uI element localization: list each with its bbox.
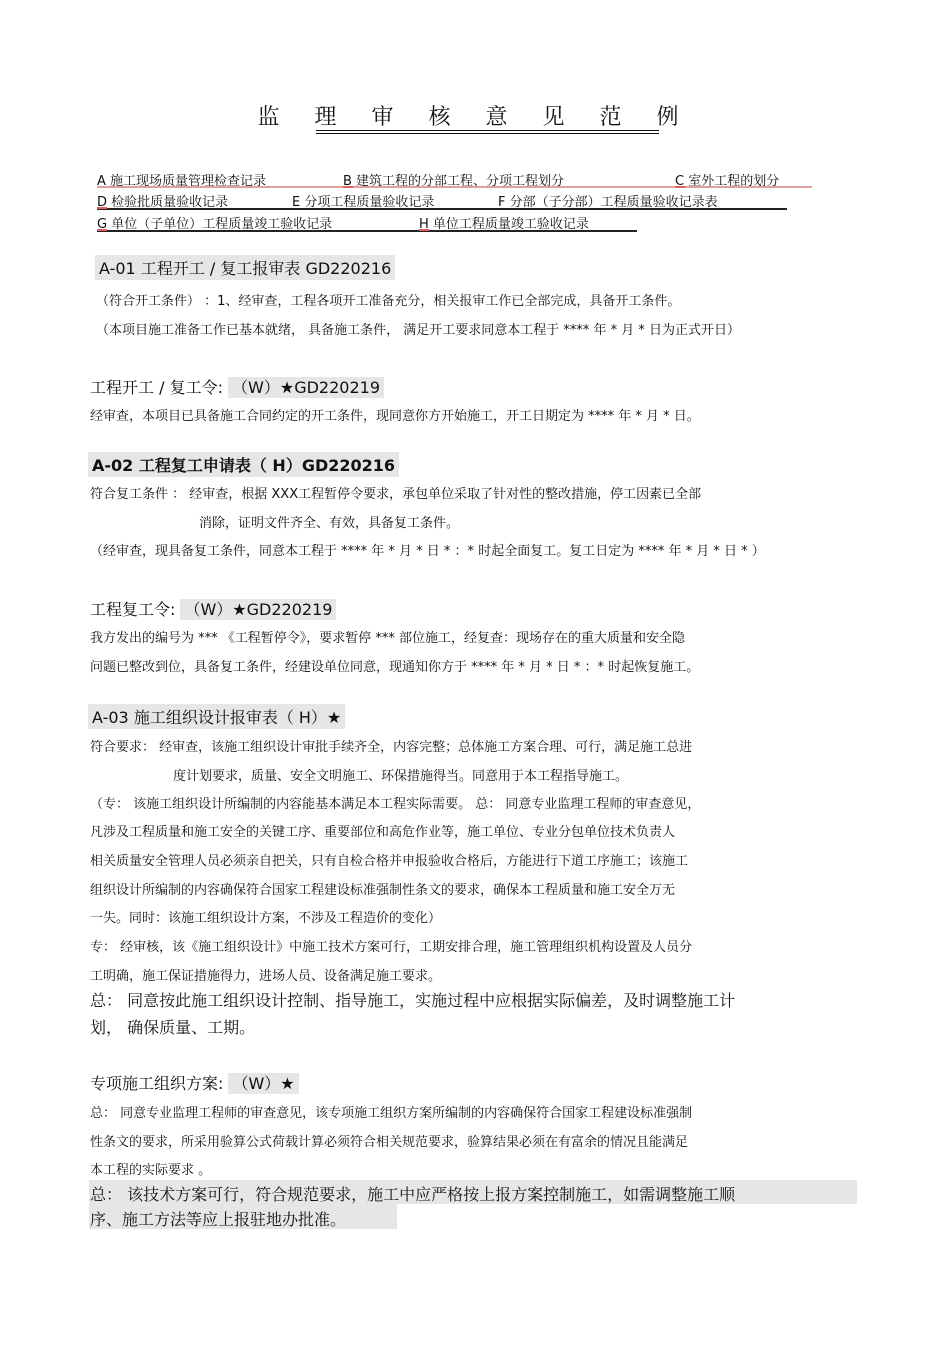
paragraph-line: 度计划要求，质量、安全文明施工、环保措施得当。同意用于本工程指导施工。 [173,769,629,784]
paragraph-line: 相关质量安全管理人员必须亲自把关，只有自检合格并申报验收合格后，方能进行下道工序施工；该施工 [90,854,689,869]
paragraph-line: 符合要求： 经审查，该施工组织设计审批手续齐全，内容完整；总体施工方案合理、可行，满足施工总进 [90,740,693,755]
section-tag: （W）★GD220219 [180,599,336,620]
paragraph-line: 性条文的要求，所采用验算公式荷载计算必须符合相关规范要求，验算结果必须在有富余的情况且能满足 [90,1135,689,1150]
paragraph-line: 问题已整改到位，具备复工条件，经建设单位同意，现通知你方于 **** 年 * 月 * 日 * ：* 时起恢复施工。 [90,660,700,675]
paragraph-line: 专： 经审核，该《施工组织设计》中施工技术方案可行，工期安排合理，施工管理组织机构设置及人员分 [90,940,693,955]
title-underline [316,130,659,131]
paragraph-line: 序、施工方法等应上报驻地办批准。 [90,1210,347,1229]
paragraph-line: 组织设计所编制的内容确保符合国家工程建设标准强制性条文的要求，确保本工程质量和施工安全万无 [90,883,676,898]
page-title: 监 理 审 核 意 见 范 例 [257,105,693,130]
paragraph-line: 经审查，本项目已具备施工合同约定的开工条件，现同意你方开始施工，开工日期定为 **** 年 * 月 * 日。 [90,409,700,424]
section-tag: （W）★ [228,1073,298,1094]
toc-red-mark [97,207,107,209]
title-underline [316,133,659,134]
toc-item-e: E 分项工程质量验收记录 [292,195,435,210]
section-heading-a03: A-03 施工组织设计报审表（ H）★ [88,704,345,729]
paragraph-line: 总： 同意专业监理工程师的审查意见，该专项施工组织方案所编制的内容确保符合国家工程建设标准强制 [90,1106,693,1121]
toc-red-mark [343,186,353,188]
section-heading-a02: A-02 工程复工申请表（ H）GD220216 [88,452,399,477]
section-heading-a01: A-01 工程开工 / 复工报审表 GD220216 [95,255,395,280]
paragraph-line: 我方发出的编号为 *** 《工程暂停令》，要求暂停 *** 部位施工，经复查：现场存在的重大质量和安全隐 [90,631,686,646]
paragraph-line: 工明确，施工保证措施得力，进场人员、设备满足施工要求。 [90,969,442,984]
toc-item-a: A 施工现场质量管理检查记录 [97,174,267,189]
paragraph-line: （专： 该施工组织设计所编制的内容能基本满足本工程实际需要。 总： 同意专业监理工程师的审查意见， [90,797,701,812]
section-heading-kaigongling [90,375,384,398]
toc-item-d: D 检验批质量验收记录 [97,195,229,210]
paragraph-line: 凡涉及工程质量和施工安全的关键工序、重要部位和高危作业等，施工单位、专业分包单位技术负责人 [90,825,676,840]
section-heading-zhuanxiang [90,1071,299,1094]
paragraph-line: 一失。同时：该施工组织设计方案，不涉及工程造价的变化） [90,911,442,926]
paragraph-line: 消除，证明文件齐全、有效，具备复工条件。 [199,516,460,531]
toc-divider [97,186,812,188]
section-tag: （W）★GD220219 [228,377,384,398]
paragraph-line: （经审查，现具备复工条件，同意本工程于 **** 年 * 月 * 日 * ：* 时起全面复工。复工日定为 **** 年 * 月 * 日 * ） [90,544,765,559]
paragraph-line: 总： 该技术方案可行，符合规范要求，施工中应严格按上报方案控制施工，如需调整施工顺 [90,1185,736,1204]
toc-red-mark [419,229,429,231]
section-label: 工程开工 / 复工令: [90,378,229,397]
toc-item-h: H 单位工程质量竣工验收记录 [419,217,589,232]
toc-item-b: B 建筑工程的分部工程、分项工程划分 [343,174,565,189]
section-heading-fugongling [90,597,336,620]
paragraph-line: 划， 确保质量、工期。 [90,1018,256,1037]
paragraph-line: 本工程的实际要求 。 [90,1163,212,1178]
toc-item-g: G 单位（子单位）工程质量竣工验收记录 [97,217,333,232]
paragraph-line: 符合复工条件 ： 经审查，根据 XXX工程暂停令要求，承包单位采取了针对性的整改措施，停工因素已全部 [90,487,702,502]
toc-divider [97,230,637,232]
paragraph-line: 总： 同意按此施工组织设计控制、指导施工，实施过程中应根据实际偏差，及时调整施工计 [90,991,736,1010]
toc-red-mark [97,229,107,231]
toc-item-c: C 室外工程的划分 [675,174,780,189]
section-label: 专项施工组织方案: [90,1074,229,1093]
paragraph-line: （符合开工条件） ：1、经审查，工程各项开工准备充分，相关报审工作已全部完成，具备开工条件。 [96,294,681,309]
toc-item-f: F 分部（子分部）工程质量验收记录表 [498,195,718,210]
toc-divider [97,208,787,210]
toc-red-mark [675,186,685,188]
section-label: 工程复工令: [90,600,181,619]
paragraph-line: （本项目施工准备工作已基本就绪， 具备施工条件， 满足开工要求同意本工程于 **** 年 * 月 * 日为正式开日） [96,323,741,338]
